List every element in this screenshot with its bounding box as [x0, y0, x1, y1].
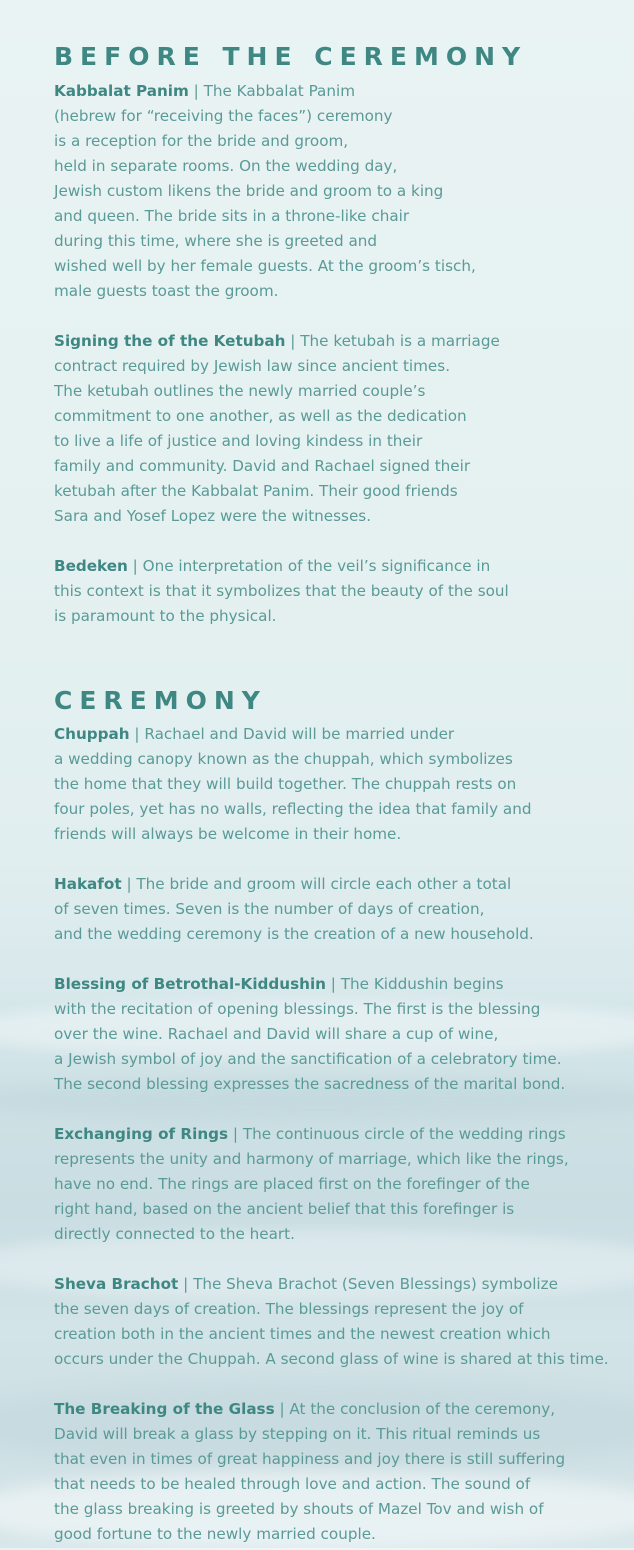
item-signing-ketubah: Signing the of the Ketubah | The ketubah is a marriage contract required by Jewish law since ancient times. The ketubah outlines the newly married couple’s commitment to one another, as well as the dedication to live a life of justice and loving kindess in their family and community. David and Rachael signed their ketubah after the Kabbalat Panim. Their good friends Sara and Yosef Lopez were the witnesses.	[54, 332, 500, 525]
item-title: Hakafot	[54, 875, 122, 893]
item-title: Exchanging of Rings	[54, 1125, 229, 1143]
item-blessing-betrothal: Blessing of Betrothal-Kiddushin | The Kiddushin begins with the recitation of opening blessings. The first is the blessing over the wine. Rachael and David will share a cup of wine, a Jewish symbol of joy and the sanctification of a celebratory time. The second blessing expresses the sacredness of the marital bond.	[54, 975, 566, 1093]
item-title: Bedeken	[54, 557, 128, 575]
section-heading-ceremony: CEREMONY	[54, 686, 267, 715]
item-title: Kabbalat Panim	[54, 82, 189, 100]
item-hakafot: Hakafot | The bride and groom will circle each other a total of seven times. Seven is the number of days of creation, and the wedding ceremony is the creation of a new household.	[54, 875, 534, 943]
item-kabbalat-panim: Kabbalat Panim | The Kabbalat Panim (hebrew for “receiving the faces”) ceremony is a reception for the bride and groom, held in separate rooms. On the wedding day, Jewish custom likens the bride and groom to a king and queen. The bride sits in a throne-like chair during this time, where she is greeted and wished well by her female guests. At the groom’s tisch, male guests toast the groom.	[54, 82, 476, 300]
item-chuppah: Chuppah | Rachael and David will be married under a wedding canopy known as the chuppah, which symbolizes the home that they will build together. The chuppah rests on four poles, yet has no walls, reflecting the idea that family and friends will always be welcome in their home.	[54, 725, 532, 843]
section-heading-before-ceremony: BEFORE THE CEREMONY	[54, 42, 528, 71]
item-title: Sheva Brachot	[54, 1275, 179, 1293]
item-title: Signing the of the Ketubah	[54, 332, 286, 350]
item-bedeken: Bedeken | One interpretation of the veil’s significance in this context is that it symbolizes that the beauty of the soul is paramount to the physical.	[54, 557, 509, 625]
item-title: Blessing of Betrothal-Kiddushin	[54, 975, 326, 993]
item-exchanging-rings: Exchanging of Rings | The continuous circle of the wedding rings represents the unity and harmony of marriage, which like the rings, have no end. The rings are placed first on the forefinger of the right hand, based on the ancient belief that this forefinger is directly connected to the heart.	[54, 1125, 569, 1243]
item-title: Chuppah	[54, 725, 130, 743]
item-sheva-brachot: Sheva Brachot | The Sheva Brachot (Seven Blessings) symbolize the seven days of creation. The blessings represent the joy of creation both in the ancient times and the newest creation which occurs under the Chuppah. A second glass of wine is shared at this time.	[54, 1275, 609, 1368]
item-breaking-glass: The Breaking of the Glass | At the conclusion of the ceremony, David will break a glass by stepping on it. This ritual reminds us that even in times of great happiness and joy there is still suffering that needs to be healed through love and action. The sound of the glass breaking is greeted by shouts of Mazel Tov and wish of good fortune to the newly married couple.	[54, 1400, 566, 1543]
item-title: The Breaking of the Glass	[54, 1400, 275, 1418]
